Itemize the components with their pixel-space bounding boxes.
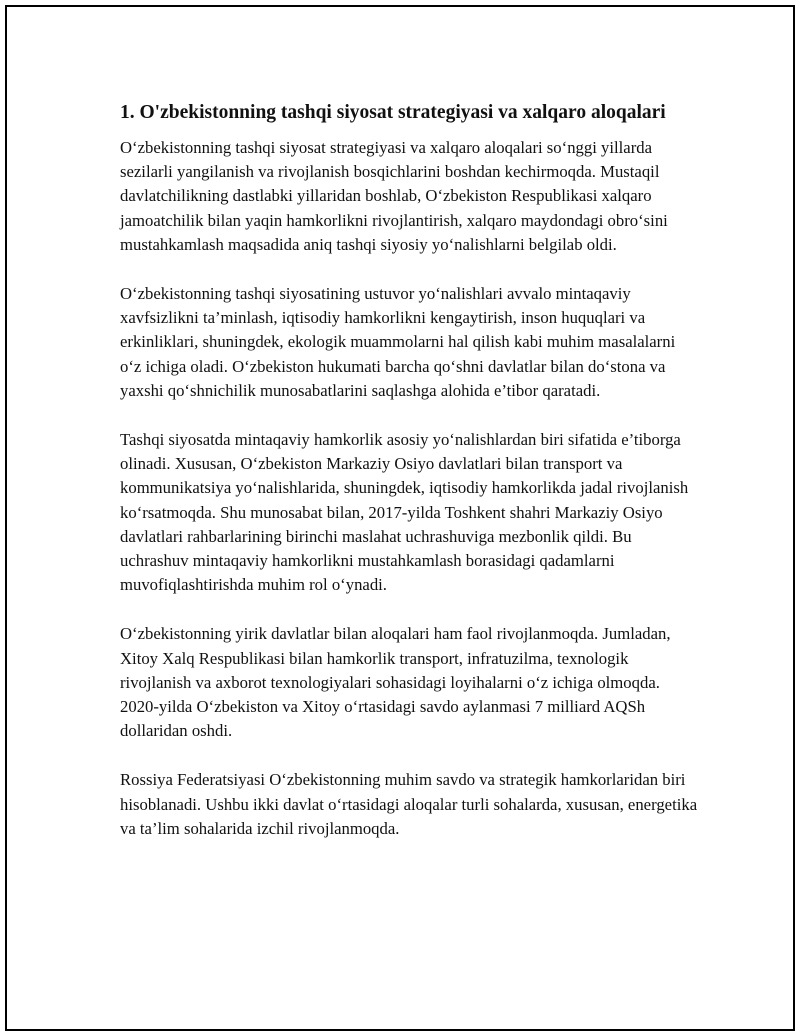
paragraph-1: O‘zbekistonning tashqi siyosat strategiyasi va xalqaro aloqalari so‘nggi yillarda sezilarli yangilanish va rivojlanish bosqichlarini boshdan kechirmoqda. Mustaqil davlatchilikning dastlabki yillaridan boshlab, O‘zbekiston Respublikasi xalqaro jamoatchilik bilan yaqin hamkorlikni rivojlantirish, xalqaro maydondagi obro‘sini mustahkamlash maqsadida aniq tashqi siyosiy yo‘nalishlarni belgilab oldi. [120,138,668,254]
page-frame [5,5,795,1031]
paragraph-5: Rossiya Federatsiyasi O‘zbekistonning muhim savdo va strategik hamkorlaridan biri hisoblanadi. Ushbu ikki davlat o‘rtasidagi aloqalar turli sohalarda, xususan, energetika va ta’lim sohalarida izchil rivojlanmoqda. [120,770,698,838]
paragraph-3: Tashqi siyosatda mintaqaviy hamkorlik asosiy yo‘nalishlardan biri sifatida e’tiborga olinadi. Xususan, O‘zbekiston Markaziy Osiyo davlatlari bilan transport va kommunikatsiya yo‘nalishlarida, shuningdek, iqtisodiy hamkorlikda jadal rivojlanish ko‘rsatmoqda. Shu munosabat bilan, 2017-yilda Toshkent shahri Markaziy Osiyo davlatlari rahbarlarining birinchi maslahat uchrashuviga mezbonlik qildi. Bu uchrashuv mintaqaviy hamkorlikni mustahkamlash borasidagi qadamlarni muvofiqlashtirishda muhim rol o‘ynadi. [120,430,689,595]
section-title: 1. O'zbekistonning tashqi siyosat strategiyasi va xalqaro aloqalari [120,102,666,123]
paragraph-4: O‘zbekistonning yirik davlatlar bilan aloqalari ham faol rivojlanmoqda. Jumladan, Xitoy Xalq Respublikasi bilan hamkorlik transport, infratuzilma, texnologik rivojlanish va axborot texnologiyalari sohasidagi loyihalarni o‘z ichiga olmoqda. 2020-yilda O‘zbekiston va Xitoy o‘rtasidagi savdo aylanmasi 7 milliard AQSh dollaridan oshdi. [120,624,671,741]
paragraph-2: O‘zbekistonning tashqi siyosatining ustuvor yo‘nalishlari avvalo mintaqaviy xavfsizlikni ta’minlash, iqtisodiy hamkorlikni kengaytirish, inson huquqlari va erkinliklari, shuningdek, ekologik muammolarni hal qilish kabi muhim masalalarni o‘z ichiga oladi. O‘zbekiston hukumati barcha qo‘shni davlatlar bilan do‘stona va yaxshi qo‘shnichilik munosabatlarini saqlashga alohida e’tibor qaratadi. [120,284,676,400]
document-body [120,100,700,866]
